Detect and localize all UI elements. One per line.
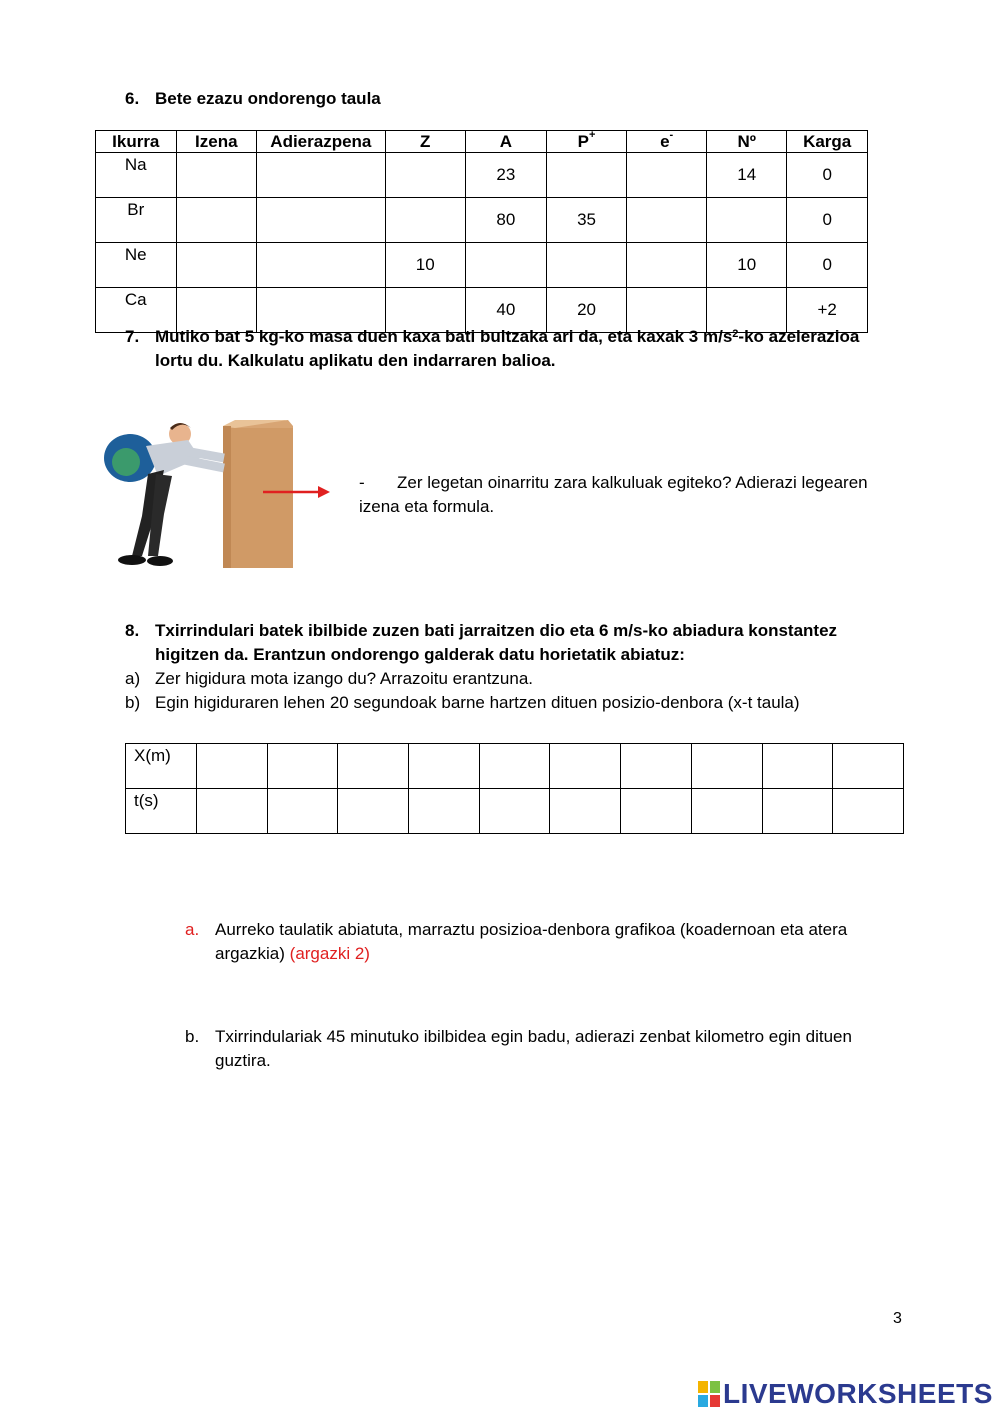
answer-cell[interactable]: [267, 744, 338, 789]
answer-cell[interactable]: [197, 789, 268, 834]
bullet-line: izena eta formula.: [359, 497, 495, 516]
answer-cell[interactable]: [707, 198, 787, 243]
answer-cell[interactable]: [257, 243, 386, 288]
subquestion-line: b. Txirrindulariak 45 minutuko ibilbidea egin badu, adierazi zenbat kilometro egin dituen: [185, 1027, 852, 1046]
answer-cell[interactable]: [385, 198, 465, 243]
answer-cell[interactable]: [627, 153, 707, 198]
subquestion-b: [185, 1025, 915, 1073]
table-row: [96, 243, 868, 288]
brand-text: LIVEWORKSHEETS: [723, 1378, 993, 1409]
question-line: 8. Txirrindulari batek ibilbide zuzen bati jarraitzen dio eta 6 m/s-ko abiadura konstantez: [125, 621, 838, 640]
position-time-table: [125, 743, 904, 834]
answer-cell[interactable]: [465, 243, 546, 288]
symbol-cell: Ne: [96, 243, 177, 288]
answer-cell[interactable]: [257, 153, 386, 198]
answer-cell[interactable]: [479, 744, 550, 789]
subquestion-line: argazkia) (argazki 2): [215, 944, 370, 963]
value-cell: 10: [707, 243, 787, 288]
row-label: X(m): [126, 744, 197, 789]
question-7: [125, 325, 915, 373]
answer-cell[interactable]: [267, 789, 338, 834]
row-label: t(s): [126, 789, 197, 834]
answer-cell[interactable]: [197, 744, 268, 789]
header-cell: A: [465, 131, 546, 153]
value-cell: 0: [787, 153, 868, 198]
liveworksheets-logo: [698, 1378, 993, 1410]
question-8: [125, 619, 915, 667]
answer-cell[interactable]: [176, 198, 256, 243]
answer-cell[interactable]: [546, 243, 626, 288]
value-cell: 14: [707, 153, 787, 198]
header-cell: e-: [627, 131, 707, 153]
answer-cell[interactable]: [176, 243, 256, 288]
bullet-line: - Zer legetan oinarritu zara kalkuluak egiteko? Adierazi legearen: [359, 473, 868, 492]
answer-cell[interactable]: [691, 789, 762, 834]
symbol-cell: Ca: [96, 288, 177, 333]
answer-cell[interactable]: [627, 198, 707, 243]
question-8-items: [125, 667, 925, 715]
element-table: [95, 130, 868, 333]
table-row: [126, 744, 904, 789]
header-cell: Nº: [707, 131, 787, 153]
answer-cell[interactable]: [833, 789, 904, 834]
answer-cell[interactable]: [762, 744, 833, 789]
answer-cell[interactable]: [691, 744, 762, 789]
answer-cell[interactable]: [385, 153, 465, 198]
answer-cell[interactable]: [550, 789, 621, 834]
value-cell: 20: [546, 288, 626, 333]
header-cell: Z: [385, 131, 465, 153]
question-line: 7. Mutiko bat 5 kg-ko masa duen kaxa bati bultzaka ari da, eta kaxak 3 $m/s^2-ko$ azelerazioa: [125, 327, 860, 346]
answer-cell[interactable]: [550, 744, 621, 789]
header-cell: Izena: [176, 131, 256, 153]
header-cell: Adierazpena: [257, 131, 386, 153]
answer-cell[interactable]: [833, 744, 904, 789]
header-cell: P+: [546, 131, 626, 153]
table-row: [96, 198, 868, 243]
value-cell: +2: [787, 288, 868, 333]
value-cell: 40: [465, 288, 546, 333]
value-cell: 23: [465, 153, 546, 198]
photo-reference: (argazki 2): [289, 944, 370, 963]
answer-cell[interactable]: [409, 744, 480, 789]
answer-cell[interactable]: [409, 789, 480, 834]
question-text: Bete ezazu ondorengo taula: [155, 89, 381, 108]
answer-cell[interactable]: [762, 789, 833, 834]
answer-cell[interactable]: [338, 789, 409, 834]
header-cell: Ikurra: [96, 131, 177, 153]
answer-cell[interactable]: [621, 789, 692, 834]
question-number: 6.: [125, 89, 140, 108]
boy-pushing-box-illustration: [88, 418, 338, 570]
subquestion-line: guztira.: [215, 1051, 271, 1070]
subquestion-line: a. Aurreko taulatik abiatuta, marraztu posizioa-denbora grafikoa (koadernoan eta atera: [185, 920, 848, 939]
question-7-bullet: [359, 471, 919, 519]
header-cell: Karga: [787, 131, 868, 153]
value-cell: 0: [787, 198, 868, 243]
table-row: [96, 153, 868, 198]
value-cell: 80: [465, 198, 546, 243]
value-cell: 35: [546, 198, 626, 243]
list-item: a) Zer higidura mota izango du? Arrazoitu erantzuna.: [125, 669, 534, 688]
symbol-cell: Br: [96, 198, 177, 243]
value-cell: 0: [787, 243, 868, 288]
table-header-row: [96, 131, 868, 153]
question-line: lortu du. Kalkulatu aplikatu den indarraren balioa.: [155, 351, 556, 370]
question-line: higitzen da. Erantzun ondorengo galderak datu horietatik abiatuz:: [155, 645, 685, 664]
list-item: b) Egin higiduraren lehen 20 segundoak barne hartzen dituen posizio-denbora (x-t taula): [125, 693, 800, 712]
answer-cell[interactable]: [176, 153, 256, 198]
logo-icon: [698, 1381, 720, 1407]
answer-cell[interactable]: [257, 198, 386, 243]
answer-cell[interactable]: [621, 744, 692, 789]
answer-cell[interactable]: [479, 789, 550, 834]
answer-cell[interactable]: [338, 744, 409, 789]
page-number: 3: [893, 1310, 902, 1327]
value-cell: 10: [385, 243, 465, 288]
subquestion-a: [185, 918, 915, 966]
answer-cell[interactable]: [546, 153, 626, 198]
question-6: [125, 87, 381, 111]
symbol-cell: Na: [96, 153, 177, 198]
table-row: [126, 789, 904, 834]
answer-cell[interactable]: [627, 243, 707, 288]
